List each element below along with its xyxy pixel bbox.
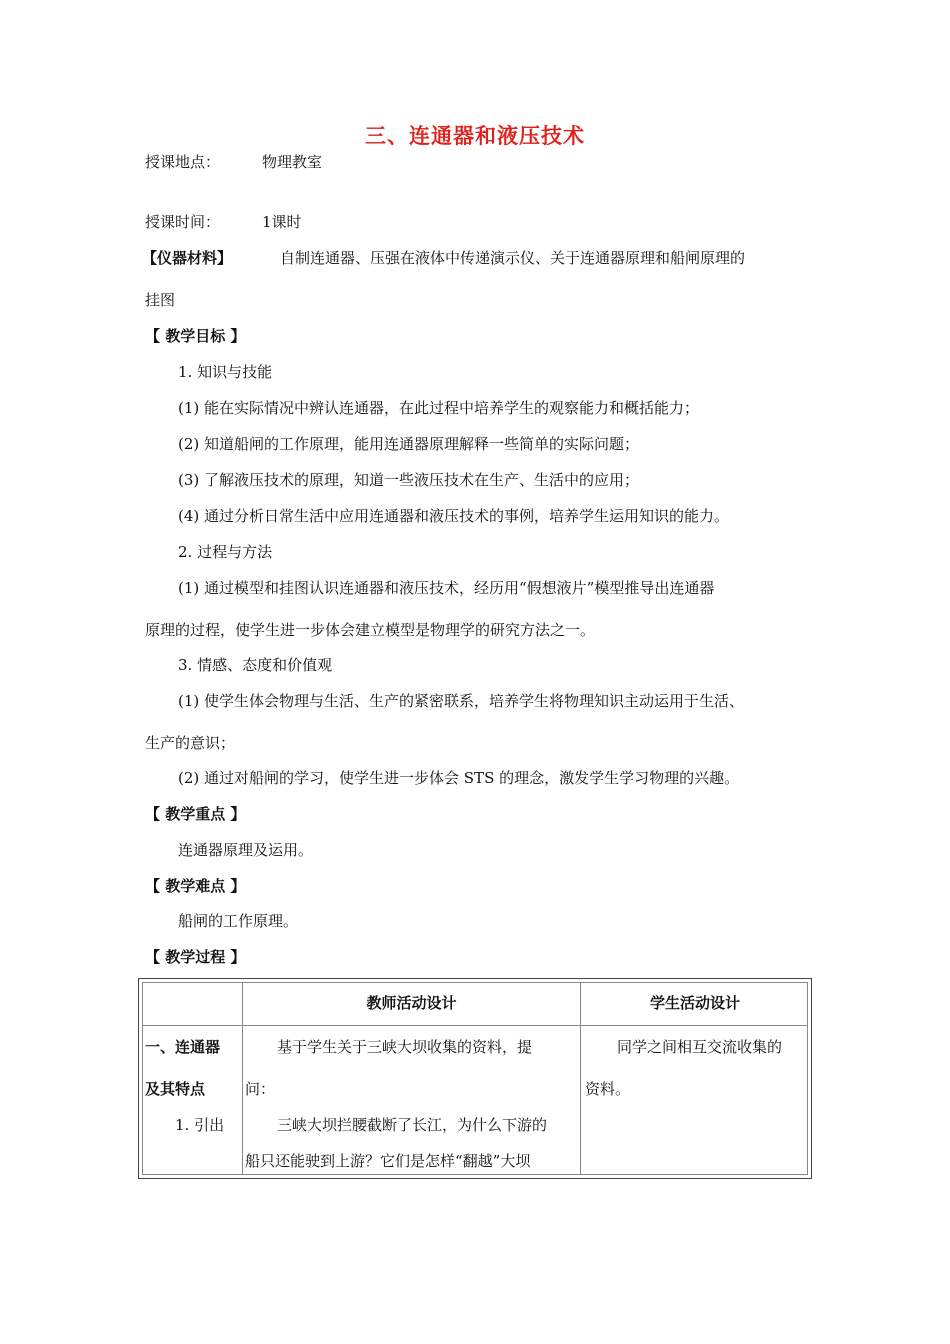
teacher-activity-line: 船只还能驶到上游？它们是怎样“翻越”大坝 <box>245 1152 531 1170</box>
table-header-teacher: 教师活动设计 <box>366 994 457 1012</box>
objective-section-3: 3. 情感、态度和价值观 <box>178 656 333 674</box>
objective-item: (1) 通过模型和挂图认识连通器和液压技术，经历用“假想液片”模型推导出连通器 <box>178 579 715 597</box>
row-topic-line2: 及其特点 <box>145 1080 206 1098</box>
row-topic-line3: 1. 引出 <box>175 1116 225 1134</box>
objective-section-1: 1. 知识与技能 <box>178 363 273 381</box>
student-activity-line: 资料。 <box>585 1080 631 1098</box>
process-heading: 【 教学过程 】 <box>145 948 246 966</box>
objective-item: (4) 通过分析日常生活中应用连通器和液压技术的事例，培养学生运用知识的能力。 <box>178 507 730 525</box>
time-label: 授课时间： <box>145 213 221 231</box>
objectives-heading: 【 教学目标 】 <box>145 327 246 345</box>
student-activity-line: 同学之间相互交流收集的 <box>617 1038 783 1056</box>
table-header-student: 学生活动设计 <box>649 994 740 1012</box>
objective-item: (3) 了解液压技术的原理，知道一些液压技术在生产、生活中的应用； <box>178 471 640 489</box>
objective-item: (2) 知道船闸的工作原理，能用连通器原理解释一些简单的实际问题； <box>178 435 640 453</box>
objective-item: (1) 能在实际情况中辨认连通器，在此过程中培养学生的观察能力和概括能力； <box>178 399 700 417</box>
difficulty-text: 船闸的工作原理。 <box>178 912 299 930</box>
materials-heading: 【仪器材料】 <box>142 249 233 267</box>
header-divider <box>143 1025 807 1026</box>
objective-section-2: 2. 过程与方法 <box>178 543 273 561</box>
teacher-activity-line: 问： <box>245 1080 276 1098</box>
teacher-activity-line: 三峡大坝拦腰截断了长江，为什么下游的 <box>277 1116 548 1134</box>
key-point-heading: 【 教学重点 】 <box>145 805 246 823</box>
page-title: 三、连通器和液压技术 <box>365 124 585 148</box>
teaching-process-table <box>138 978 812 1179</box>
objective-item: (2) 通过对船闸的学习，使学生进一步体会 STS 的理念，激发学生学习物理的兴趣。 <box>178 769 740 787</box>
objective-item-continued: 原理的过程，使学生进一步体会建立模型是物理学的研究方法之一。 <box>145 621 596 639</box>
materials-text-line1: 自制连通器、压强在液体中传递演示仪、关于连通器原理和船闸原理的 <box>280 249 746 267</box>
row-topic-line1: 一、连通器 <box>145 1038 221 1056</box>
key-point-text: 连通器原理及运用。 <box>178 841 314 859</box>
materials-text-line2: 挂图 <box>145 291 176 309</box>
difficulty-heading: 【 教学难点 】 <box>145 877 246 895</box>
objective-item: (1) 使学生体会物理与生活、生产的紧密联系，培养学生将物理知识主动运用于生活、 <box>178 692 745 710</box>
teacher-activity-line: 基于学生关于三峡大坝收集的资料，提 <box>277 1038 533 1056</box>
place-label: 授课地点： <box>145 153 221 171</box>
place-value: 物理教室 <box>262 153 323 171</box>
objective-item-continued: 生产的意识； <box>145 734 236 752</box>
table-grid <box>142 982 808 1175</box>
time-value: 1课时 <box>262 213 302 231</box>
